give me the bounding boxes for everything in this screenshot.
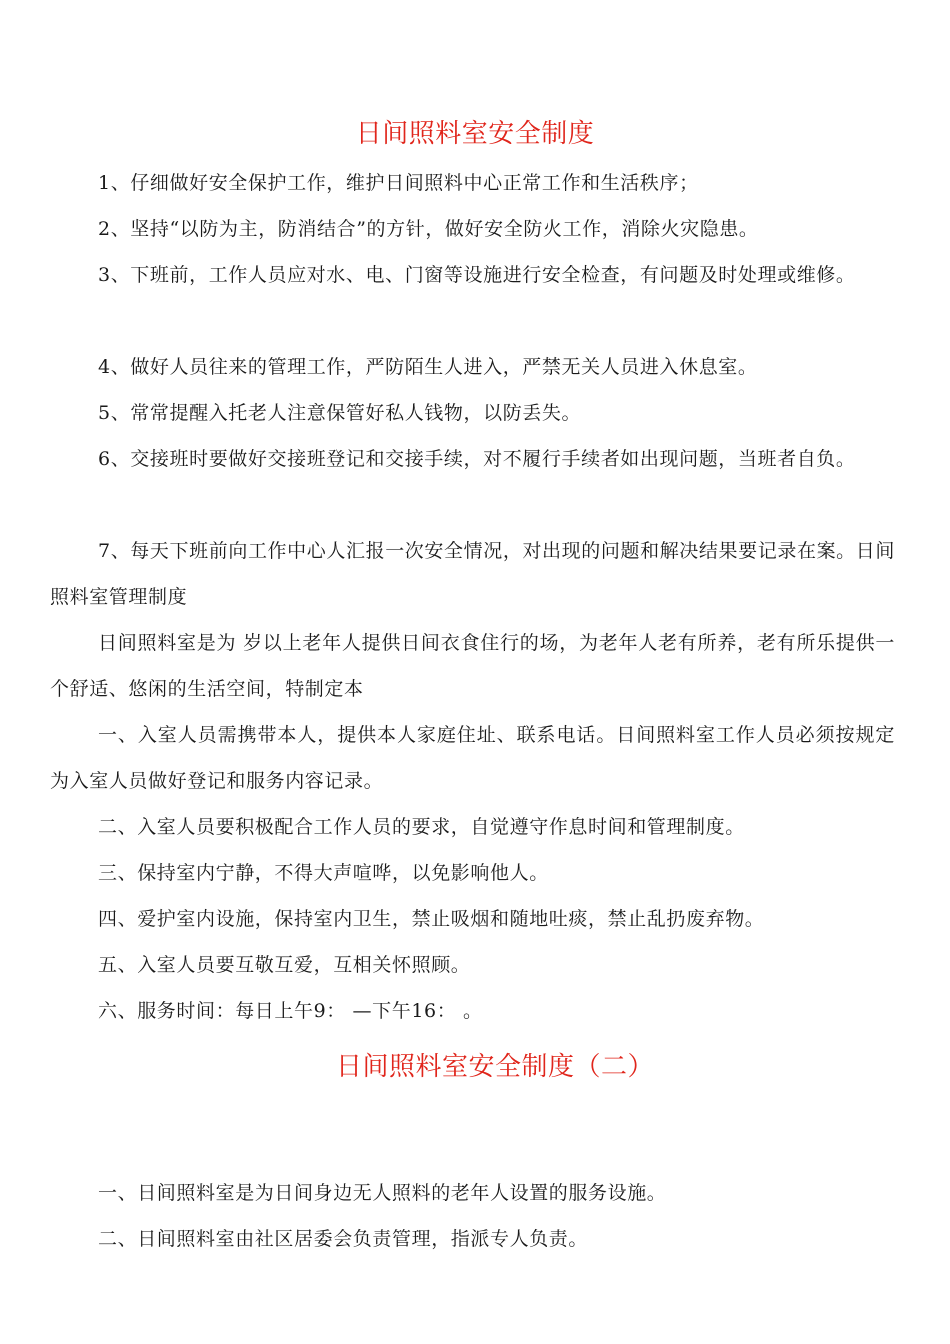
paragraph-4: 4、做好人员往来的管理工作，严防陌生人进入，严禁无关人员进入休息室。 [98, 356, 758, 378]
paragraph-5: 5、常常提醒入托老人注意保管好私人钱物，以防丢失。 [98, 402, 582, 424]
paragraph-8: 日间照料室是为 岁以上老年人提供日间衣食住行的场，为老年人老有所养，老有所乐提供一个舒适、悠闲的生活空间，特制定本 [50, 632, 895, 700]
paragraph-16: 二、日间照料室由社区居委会负责管理，指派专人负责。 [98, 1228, 589, 1250]
paragraph-2: 2、坚持“以防为主，防消结合”的方针，做好安全防火工作，消除火灾隐患。 [98, 218, 759, 240]
paragraph-15: 一、日间照料室是为日间身边无人照料的老年人设置的服务设施。 [98, 1182, 667, 1204]
section-title-2: 日间照料室安全制度（二） [335, 1052, 654, 1082]
paragraph-1: 1、仔细做好安全保护工作，维护日间照料中心正常工作和生活秩序； [98, 172, 699, 194]
paragraph-9: 一、入室人员需携带本人，提供本人家庭住址、联系电话。日间照料室工作人员必须按规定为入室人员做好登记和服务内容记录。 [50, 724, 895, 792]
document-title: 日间照料室安全制度 [355, 119, 595, 149]
paragraph-13: 五、入室人员要互敬互爱，互相关怀照顾。 [98, 954, 471, 976]
paragraph-10: 二、入室人员要积极配合工作人员的要求，自觉遵守作息时间和管理制度。 [98, 816, 745, 838]
paragraph-7: 7、每天下班前向工作中心人汇报一次安全情况，对出现的问题和解决结果要记录在案。日间照料室管理制度 [50, 540, 895, 608]
paragraph-12: 四、爱护室内设施，保持室内卫生，禁止吸烟和随地吐痰，禁止乱扔废弃物。 [98, 908, 765, 930]
paragraph-3: 3、下班前，工作人员应对水、电、门窗等设施进行安全检查，有问题及时处理或维修。 [98, 264, 856, 286]
paragraph-6: 6、交接班时要做好交接班登记和交接手续，对不履行手续者如出现问题，当班者自负。 [98, 448, 856, 470]
paragraph-14: 六、服务时间：每日上午9： —下午16： 。 [98, 1000, 483, 1022]
paragraph-11: 三、保持室内宁静，不得大声喧哗，以免影响他人。 [98, 862, 549, 884]
